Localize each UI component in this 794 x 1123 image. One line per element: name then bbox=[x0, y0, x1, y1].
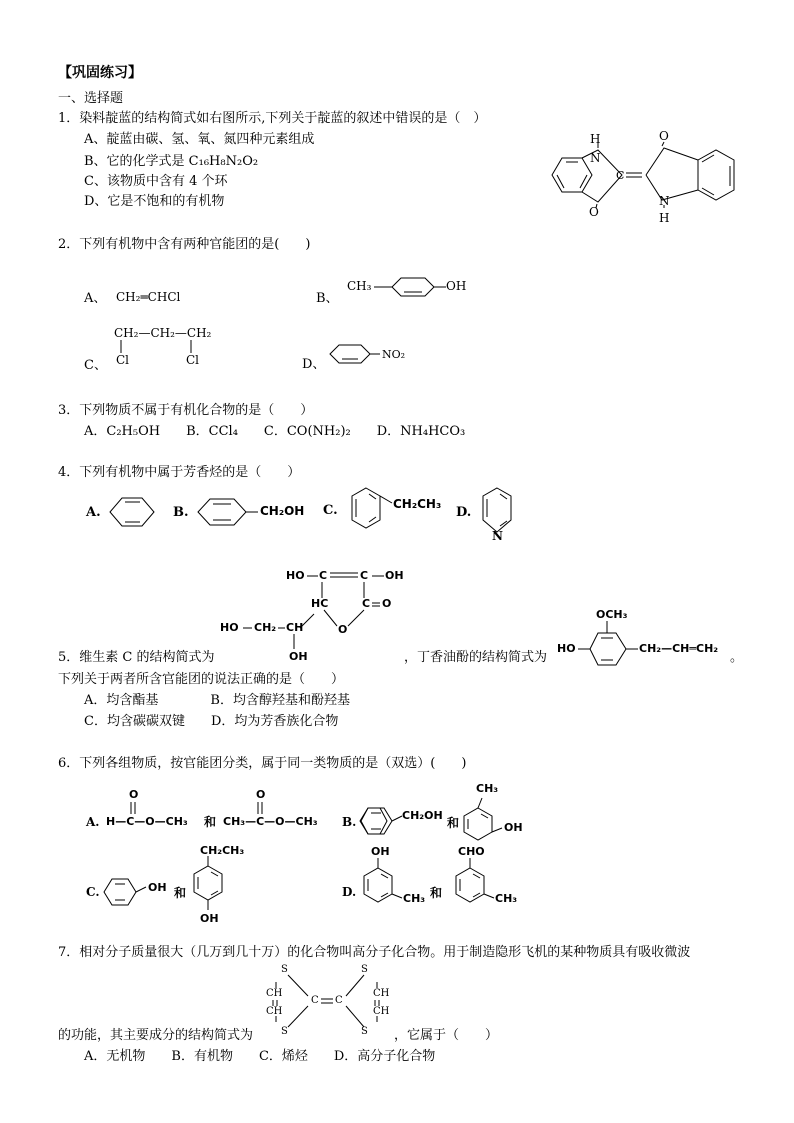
q1-option-b: B、它的化学式是 C₁₆H₈N₂O₂ bbox=[84, 154, 259, 169]
q6-d-oh: OH bbox=[371, 845, 390, 858]
q6-b-and: 和 bbox=[447, 816, 460, 830]
indigo-h-bot: H bbox=[659, 211, 670, 225]
q2-b-label: B、 bbox=[316, 291, 339, 306]
eug-och3: OCH₃ bbox=[596, 608, 628, 621]
q6-b-ch3: CH₃ bbox=[476, 782, 499, 795]
indigo-n-bot: N bbox=[659, 194, 670, 208]
ttf-s1: S bbox=[281, 964, 288, 975]
q4-b-label: B. bbox=[173, 505, 189, 520]
indigo-c-mid: C bbox=[616, 169, 625, 182]
q5-stem2: 下列关于两者所含官能团的说法正确的是（ ） bbox=[58, 672, 345, 687]
q2-a-formula: CH₂═CHCl bbox=[116, 290, 181, 304]
q4-c-group: CH₂CH₃ bbox=[393, 497, 442, 511]
q6-a1-o: O bbox=[129, 788, 139, 801]
q3-stem: 3．下列物质不属于有机化合物的是（ ） bbox=[58, 403, 314, 418]
ttf-c1: C bbox=[311, 995, 319, 1006]
q6-a-and: 和 bbox=[204, 815, 217, 829]
q4-b-group: CH₂OH bbox=[260, 504, 305, 518]
q5-stem-a: 5．维生素 C 的结构简式为 bbox=[58, 650, 215, 665]
q5-options-row2: C．均含碳碳双键 D．均为芳香族化合物 bbox=[84, 714, 339, 729]
q5-stem-b: ，丁香油酚的结构简式为 bbox=[404, 650, 548, 665]
ttf-c2: C bbox=[335, 995, 343, 1006]
q6-b-ch2oh: CH₂OH bbox=[402, 809, 443, 822]
part-title: 一、选择题 bbox=[58, 91, 124, 106]
q6-stem: 6．下列各组物质，按官能团分类，属于同一类物质的是（双选）( ) bbox=[58, 756, 467, 771]
q2-b-oh: OH bbox=[446, 279, 467, 293]
vc-ho2: HO bbox=[220, 621, 239, 634]
indigo-h-top: H bbox=[590, 132, 601, 146]
q6-a2: CH₃—C—O—CH₃ bbox=[223, 815, 318, 828]
q1-option-d: D、它是不饱和的有机物 bbox=[84, 194, 225, 209]
section-title: 【巩固练习】 bbox=[58, 65, 142, 81]
q4-d-label: D. bbox=[456, 505, 472, 520]
eug-chain: CH₂—CH═CH₂ bbox=[639, 642, 719, 655]
q1-stem: 1．染料靛蓝的结构简式如右图所示,下列关于靛蓝的叙述中错误的是（ ） bbox=[58, 111, 487, 126]
q5-options-row1: A．均含酯基 B．均含醇羟基和酚羟基 bbox=[84, 693, 350, 708]
q2-d-label: D、 bbox=[302, 357, 326, 372]
ttf-ch1: CH bbox=[266, 988, 283, 999]
vc-oh2: OH bbox=[289, 650, 308, 663]
q2-b-ch3: CH₃ bbox=[347, 279, 372, 293]
vc-hc: HC bbox=[311, 597, 329, 610]
ttf-s4: S bbox=[361, 1026, 368, 1037]
vc-o-ket: O bbox=[382, 597, 392, 610]
vc-ho1: HO bbox=[286, 569, 305, 582]
q6-c-ch2ch3: CH₂CH₃ bbox=[200, 844, 245, 857]
indigo-o-top: O bbox=[659, 129, 669, 143]
q4-stem: 4．下列有机物中属于芳香烃的是（ ） bbox=[58, 465, 301, 480]
q6-c-oh2: OH bbox=[200, 912, 219, 925]
q4-d-n: N bbox=[492, 529, 503, 543]
q6-d-ch3b: CH₃ bbox=[495, 892, 518, 905]
q6-b-oh: OH bbox=[504, 821, 523, 834]
vc-c2: C bbox=[360, 569, 369, 582]
ttf-s3: S bbox=[361, 964, 368, 975]
ttf-ch3: CH bbox=[373, 988, 390, 999]
q7-stem2a: 的功能，其主要成分的结构简式为 bbox=[58, 1028, 254, 1043]
q7-options: A．无机物 B．有机物 C．烯烃 D．高分子化合物 bbox=[84, 1049, 436, 1064]
vc-ch: CH bbox=[286, 621, 304, 634]
q2-stem: 2．下列有机物中含有两种官能团的是( ) bbox=[58, 237, 311, 252]
q6-c-oh1: OH bbox=[148, 881, 167, 894]
q6-a2-o: O bbox=[256, 788, 266, 801]
q2-c-cl1: Cl bbox=[116, 353, 130, 367]
q6-c-and: 和 bbox=[174, 886, 187, 900]
q6-d-label: D. bbox=[342, 885, 357, 899]
q6-a-label: A. bbox=[86, 815, 100, 829]
q7-stem: 7．相对分子质量很大（几万到几十万）的化合物叫高分子化合物。用于制造隐形飞机的某种物质具有吸收微波 bbox=[58, 945, 691, 960]
q7-stem2b: ，它属于（ ） bbox=[394, 1028, 499, 1043]
ttf-ch4: CH bbox=[373, 1006, 390, 1017]
q6-b-label: B. bbox=[342, 815, 357, 829]
q6-d-and: 和 bbox=[430, 886, 443, 900]
q6-a1: H—C—O—CH₃ bbox=[106, 815, 188, 828]
q2-a-label: A、 bbox=[84, 291, 107, 306]
q6-c-label: C. bbox=[86, 885, 100, 899]
q2-c-chain: CH₂—CH₂—CH₂ bbox=[114, 326, 212, 340]
q2-c-label: C、 bbox=[84, 358, 107, 373]
ttf-ch2: CH bbox=[266, 1006, 283, 1017]
vc-ch2: CH₂ bbox=[254, 621, 277, 634]
q6-d-ch3a: CH₃ bbox=[403, 892, 426, 905]
q6-d-cho: CHO bbox=[458, 845, 485, 858]
vc-c1: C bbox=[319, 569, 328, 582]
vc-oh1: OH bbox=[385, 569, 404, 582]
q4-c-label: C. bbox=[323, 503, 338, 518]
vc-o-ring: O bbox=[338, 623, 348, 636]
vc-c3: C bbox=[362, 597, 371, 610]
indigo-o-bot: O bbox=[589, 205, 599, 219]
q2-c-cl2: Cl bbox=[186, 353, 200, 367]
indigo-n-top: N bbox=[590, 151, 601, 165]
q2-d-no2: NO₂ bbox=[382, 348, 406, 361]
q1-option-c: C、该物质中含有 4 个环 bbox=[84, 174, 228, 189]
ttf-s2: S bbox=[281, 1026, 288, 1037]
q5-stem-end: 。 bbox=[730, 650, 744, 665]
q3-options: A．C₂H₅OH B．CCl₄ C．CO(NH₂)₂ D．NH₄HCO₃ bbox=[84, 424, 466, 439]
q4-a-label: A. bbox=[86, 505, 101, 520]
eug-ho: HO bbox=[557, 642, 576, 655]
q1-option-a: A、靛蓝由碳、氢、氧、氮四种元素组成 bbox=[84, 132, 315, 147]
